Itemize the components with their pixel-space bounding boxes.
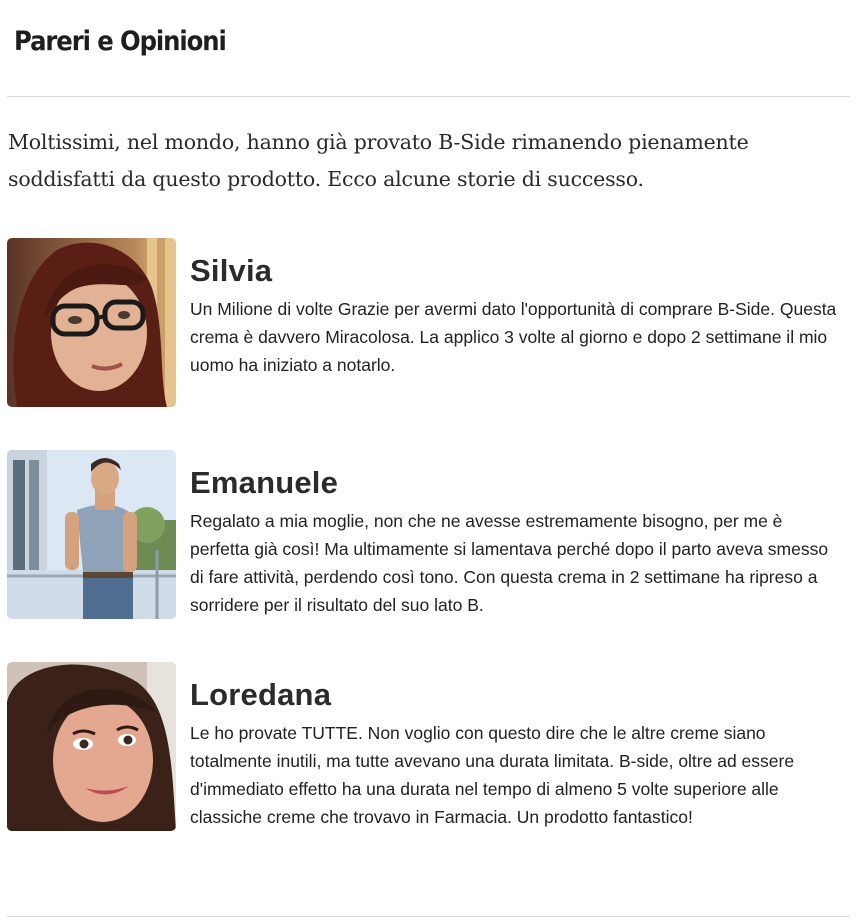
testimonial-name: Loredana xyxy=(190,677,332,712)
avatar-emanuele xyxy=(7,450,176,619)
intro-text: Moltissimi, nel mondo, hanno già provato B-Side rimanendo pienamente soddisfatti da questo prodotto. Ecco alcune storie di successo. xyxy=(8,130,749,191)
bottom-divider xyxy=(7,916,850,917)
testimonial-name: Emanuele xyxy=(190,465,339,500)
avatar-silvia xyxy=(7,238,176,407)
testimonial-text: Le ho provate TUTTE. Non voglio con questo dire che le altre creme siano totalmente inutili, ma tutte avevano una durata limitata. B-side, oltre ad essere d'immediato effetto ha una durata nel tempo di almeno 5 volte superiore alle classiche creme che trovavo in Farmacia. Un prodotto fantastico! xyxy=(190,723,795,827)
avatar-loredana xyxy=(7,662,176,831)
testimonial-name: Silvia xyxy=(190,253,273,288)
top-divider xyxy=(7,96,850,97)
testimonial-text: Un Milione di volte Grazie per avermi dato l'opportunità di comprare B-Side. Questa crema è davvero Miracolosa. La applico 3 volte al giorno e dopo 2 settimane il mio uomo ha iniziato a notarlo. xyxy=(190,299,837,375)
testimonial-text: Regalato a mia moglie, non che ne avesse estremamente bisogno, per me è perfetta già così! Ma ultimamente si lamentava perché dopo il parto aveva smesso di fare attività, perdendo così tono. Con questa crema in 2 settimane ha ripreso a sorridere per il risultato del suo lato B. xyxy=(190,511,829,615)
section-title: Pareri e Opinioni xyxy=(14,26,226,57)
